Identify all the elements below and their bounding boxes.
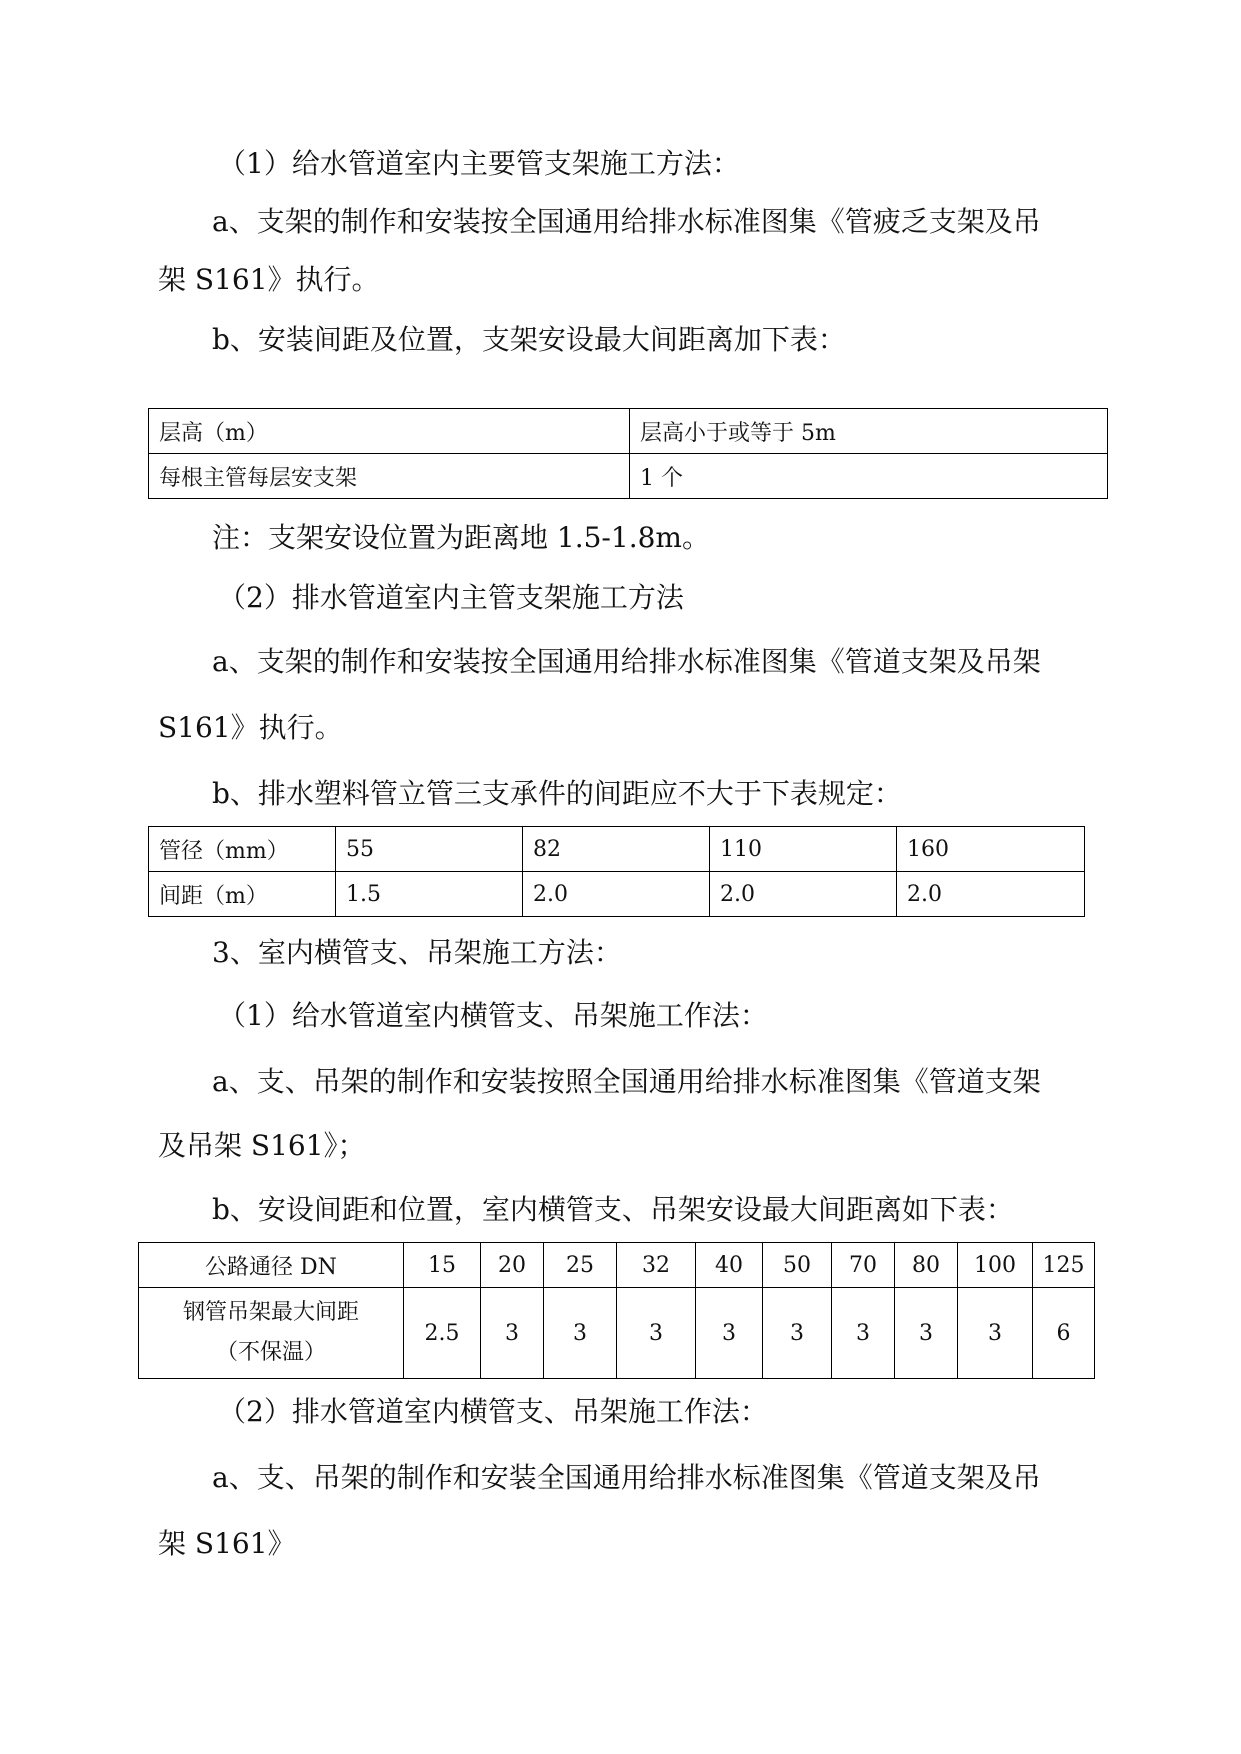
row-label-cell: [139, 1288, 404, 1379]
table-header-cell: 25: [544, 1243, 617, 1288]
table-cell: 1.5: [336, 872, 523, 917]
table-cell: 160: [897, 827, 1085, 872]
section-heading-water-supply-main: （1）给水管道室内主要管支架施工方法：: [218, 147, 740, 180]
table-cell: 3: [696, 1288, 763, 1379]
paragraph-b: b、排水塑料管立管三支承件的间距应不大于下表规定：: [212, 777, 902, 810]
table-cell: 管径（mm）: [149, 827, 336, 872]
table-plastic-pipe-spacing: [148, 826, 1085, 917]
table-cell: 55: [336, 827, 523, 872]
table-cell: 3: [832, 1288, 895, 1379]
table-cell: 2.0: [710, 872, 897, 917]
section-heading-drainage-main: （2）排水管道室内主管支架施工方法: [218, 581, 684, 614]
section-heading-3: 3、室内横管支、吊架施工方法：: [212, 936, 622, 969]
table-cell: 2.0: [523, 872, 710, 917]
table-cell: 3: [544, 1288, 617, 1379]
section-heading-water-supply-horizontal: （1）给水管道室内横管支、吊架施工作法：: [218, 999, 768, 1032]
table-cell: 82: [523, 827, 710, 872]
paragraph-a-line2: 架 S161》: [158, 1527, 296, 1560]
paragraph-a-line2: 架 S161》执行。: [158, 263, 380, 296]
table-header-cell: 125: [1033, 1243, 1095, 1288]
paragraph-a-line2: 及吊架 S161》；: [158, 1129, 366, 1162]
table-cell: 3: [481, 1288, 544, 1379]
table-header-cell: 32: [617, 1243, 696, 1288]
table-cell: 2.5: [404, 1288, 481, 1379]
table-header-cell: 80: [895, 1243, 958, 1288]
row-label-line1: 钢管吊架最大间距: [182, 1300, 359, 1325]
table-cell: 每根主管每层安支架: [149, 454, 630, 499]
table-cell: 3: [763, 1288, 832, 1379]
paragraph-a-line1: a、支架的制作和安装按全国通用给排水标准图集《管疲乏支架及吊: [212, 205, 1041, 238]
table-cell: 3: [617, 1288, 696, 1379]
table-cell: 1 个: [630, 454, 1108, 499]
table-cell: 3: [958, 1288, 1033, 1379]
table-header-cell: 40: [696, 1243, 763, 1288]
table-hanger-spacing: [138, 1242, 1095, 1379]
table-cell: 3: [895, 1288, 958, 1379]
paragraph-a-line1: a、支、吊架的制作和安装全国通用给排水标准图集《管道支架及吊: [212, 1461, 1041, 1494]
table-header-cell: 15: [404, 1243, 481, 1288]
table-header-cell: 公路通径 DN: [139, 1243, 404, 1288]
paragraph-a-line1: a、支、吊架的制作和安装按照全国通用给排水标准图集《管道支架: [212, 1065, 1041, 1098]
paragraph-b: b、安装间距及位置，支架安设最大间距离加下表：: [212, 323, 846, 356]
table-cell: 110: [710, 827, 897, 872]
table-header-cell: 20: [481, 1243, 544, 1288]
table-cell: 间距（m）: [149, 872, 336, 917]
table-header-cell: 70: [832, 1243, 895, 1288]
table-cell: 2.0: [897, 872, 1085, 917]
table-cell: 层高小于或等于 5m: [630, 409, 1108, 454]
note: 注：支架安设位置为距离地 1.5-1.8m。: [212, 521, 710, 554]
paragraph-a-line1: a、支架的制作和安装按全国通用给排水标准图集《管道支架及吊架: [212, 645, 1041, 678]
table-cell: 6: [1033, 1288, 1095, 1379]
paragraph-b: b、安设间距和位置，室内横管支、吊架安设最大间距离如下表：: [212, 1193, 1014, 1226]
row-label-line2: （不保温）: [215, 1340, 326, 1365]
table-support-spacing-main: [148, 408, 1108, 499]
section-heading-drainage-horizontal: （2）排水管道室内横管支、吊架施工作法：: [218, 1395, 768, 1428]
table-cell: 层高（m）: [149, 409, 630, 454]
table-header-cell: 50: [763, 1243, 832, 1288]
table-header-cell: 100: [958, 1243, 1033, 1288]
paragraph-a-line2: S161》执行。: [158, 711, 343, 744]
